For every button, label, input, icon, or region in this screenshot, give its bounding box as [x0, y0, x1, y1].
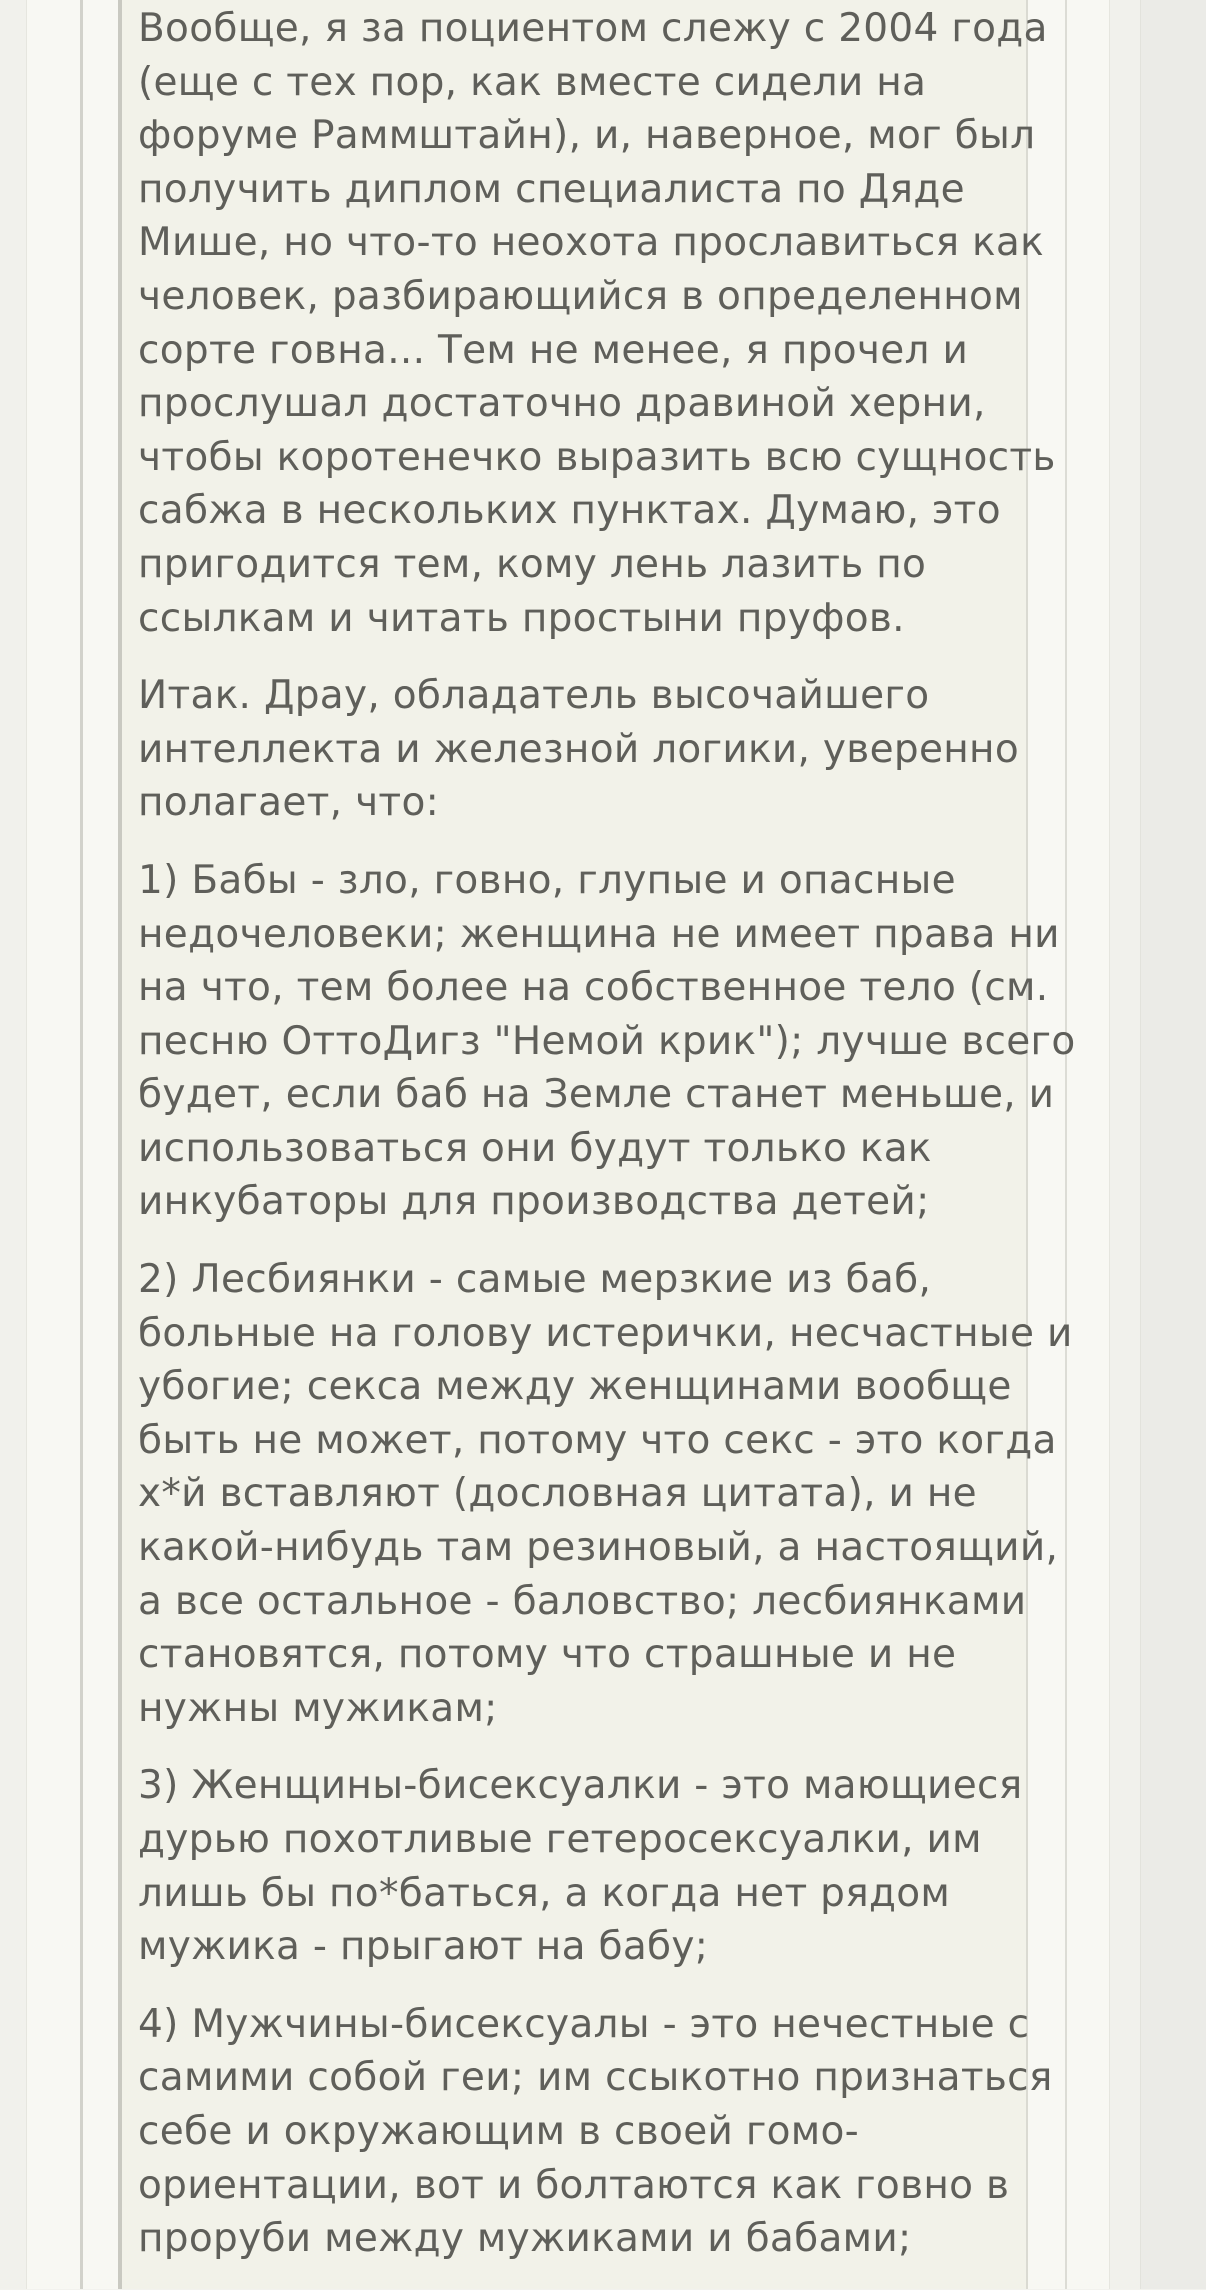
text-line: Итак. Драу, обладатель высочайшего	[138, 673, 930, 719]
text-line: полагает, что:	[138, 780, 440, 826]
text-line: использоваться они будут только как	[138, 1125, 932, 1171]
text-line: будет, если баб на Земле станет меньше, и	[138, 1072, 1055, 1118]
text-line: себе и окружающим в своей гомо-	[138, 2108, 860, 2154]
text-line: человек, разбирающийся в определенном	[138, 273, 1023, 319]
text-line: 4) Мужчины-бисексуалы - это нечестные с	[138, 2001, 1030, 2047]
text-line: на что, тем более на собственное тело (см.	[138, 965, 1049, 1011]
text-line: а все остальное - баловство; лесбиянками	[138, 1578, 1027, 1624]
paragraph-point-1	[138, 854, 1076, 1229]
text-line: Мише, но что-то неохота прославиться как	[138, 220, 1044, 266]
text-line: х*й вставляют (дословная цитата), и не	[138, 1471, 977, 1517]
paragraph-point-4	[138, 1998, 1053, 2266]
text-line: нужны мужикам;	[138, 1685, 498, 1731]
text-line: 3) Женщины-бисексуалки - это мающиеся	[138, 1763, 1023, 1809]
text-line: (еще с тех пор, как вместе сидели на	[138, 59, 927, 105]
text-line: пригодится тем, кому лень лазить по	[138, 541, 927, 587]
text-line: получить диплом специалиста по Дяде	[138, 166, 965, 212]
text-line: ориентации, вот и болтаются как говно в	[138, 2162, 1010, 2208]
text-line: инкубаторы для производства детей;	[138, 1179, 930, 1225]
text-line: недочеловеки; женщина не имеет права ни	[138, 911, 1060, 957]
text-line: мужика - прыгают на бабу;	[138, 1924, 709, 1970]
text-line: проруби между мужиками и бабами;	[138, 2216, 912, 2262]
paragraph-intro	[138, 2, 1056, 645]
text-line: дурью похотливые гетеросексуалки, им	[138, 1817, 982, 1862]
text-line: сорте говна... Тем не менее, я прочел и	[138, 327, 969, 373]
text-line: лишь бы по*баться, а когда нет рядом	[138, 1870, 951, 1916]
paragraph-point-2	[138, 1253, 1073, 1735]
text-line: форуме Раммштайн), и, наверное, мог был	[138, 113, 1036, 159]
text-line: убогие; секса между женщинами вообще	[138, 1364, 1012, 1410]
text-line: 2) Лесбиянки - самые мерзкие из баб,	[138, 1257, 932, 1303]
text-line: становятся, потому что страшные и не	[138, 1632, 957, 1678]
text-line: какой-нибудь там резиновый, а настоящий,	[138, 1525, 1059, 1571]
text-line: песню ОттоДигз "Немой крик"); лучше всего	[138, 1018, 1076, 1064]
text-line: сабжа в нескольких пунктах. Думаю, это	[138, 488, 1001, 534]
paragraph-thesis	[138, 669, 1018, 830]
text-line: интеллекта и железной логики, уверенно	[138, 726, 1019, 772]
paragraph-point-3	[138, 1759, 1023, 1973]
right-gutter	[1140, 0, 1206, 2289]
text-line: больные на голову истерички, несчастные и	[138, 1310, 1073, 1356]
text-line: прослушал достаточно дравиной херни,	[138, 381, 986, 427]
text-line: ссылкам и читать простыни пруфов.	[138, 595, 905, 641]
text-line: Вообще, я за поциентом слежу с 2004 года	[138, 6, 1048, 51]
text-line: быть не может, потому что секс - это когда	[138, 1417, 1057, 1463]
text-line: чтобы коротенечко выразить всю сущность	[138, 434, 1056, 480]
text-line: 1) Бабы - зло, говно, глупые и опасные	[138, 857, 956, 903]
post-body	[138, 2, 1076, 2290]
text-line: самими собой геи; им ссыкотно признаться	[138, 2055, 1053, 2101]
